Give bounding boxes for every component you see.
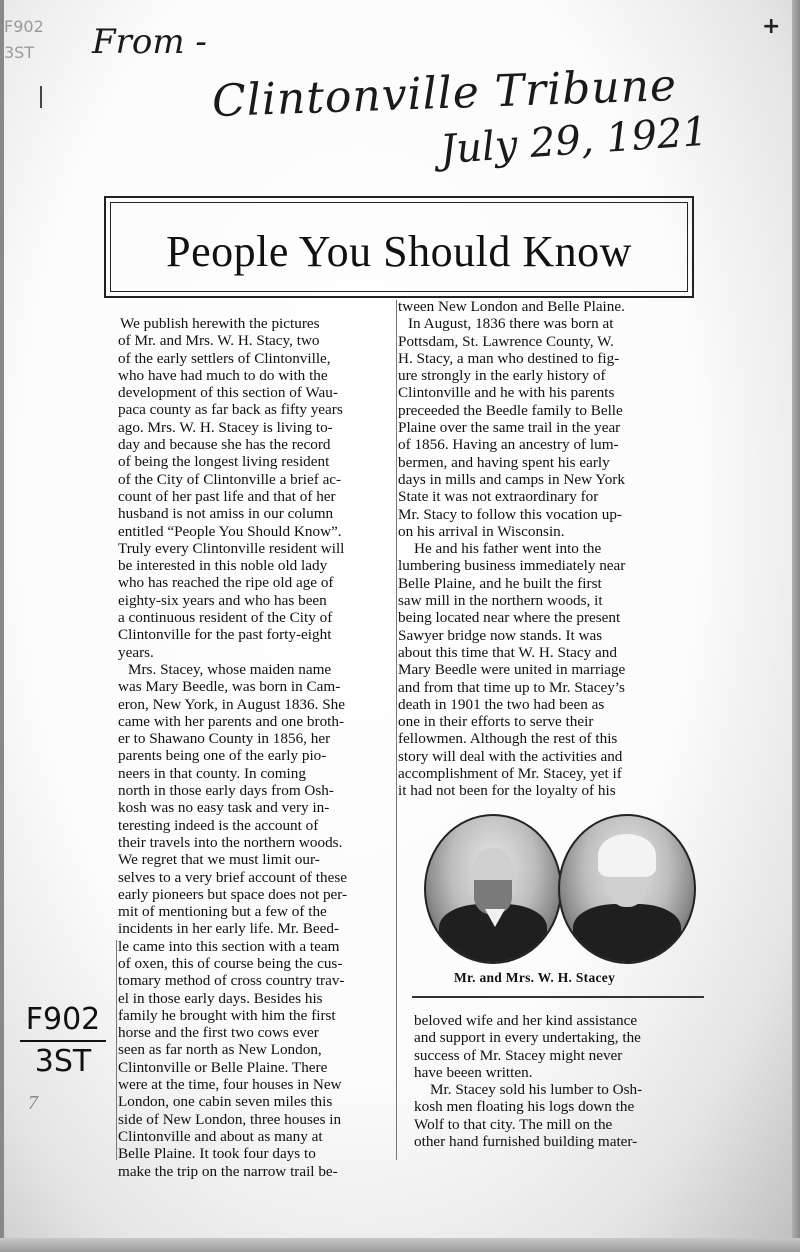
text-line: on his arrival in Wisconsin. (398, 522, 565, 540)
text-line: fellowmen. Although the rest of this (398, 730, 618, 748)
corner-plus-mark: + (762, 14, 781, 39)
text-line: Clintonville and he with his parents (398, 384, 615, 402)
faint-catalog-number (4, 14, 44, 66)
scan-edge-left (0, 0, 4, 1252)
text-line: kosh men floating his logs down the (414, 1098, 635, 1116)
portrait-photo-stacey (424, 814, 698, 966)
text-line: Wolf to that city. The mill on the (414, 1115, 613, 1133)
portrait-mr-stacey (424, 814, 562, 964)
headline-title: People You Should Know (166, 226, 632, 276)
text-line: years. (118, 643, 154, 661)
text-line: who have had much to do with the (118, 366, 328, 384)
text-line: story will deal with the activities and (398, 747, 623, 765)
text-line: H. Stacy, a man who destined to fig- (398, 349, 620, 367)
text-line: and support in every undertaking, the (414, 1029, 641, 1047)
text-line: eighty-six years and who has been (118, 591, 327, 609)
text-line: and from that time up to Mr. Stacey’s (398, 678, 625, 696)
text-line: husband is not amiss in our column (118, 505, 334, 523)
text-line: lumbering business immediately near (398, 557, 626, 575)
text-line: seen as far north as New London, (118, 1041, 322, 1059)
text-line: incidents in her early life. Mr. Beed- (118, 920, 339, 938)
text-line: one in their efforts to serve their (398, 713, 594, 731)
text-line: Truly every Clintonville resident will (118, 539, 345, 557)
ink-catalog-bottom: 3ST (34, 1044, 92, 1079)
text-line: Pottsdam, St. Lawrence County, W. (398, 332, 614, 350)
portrait-hair (598, 834, 657, 878)
text-line: day and because she has the record (118, 436, 331, 454)
text-line: of the City of Clintonville a brief ac- (118, 470, 342, 488)
text-line: London, one cabin seven miles this (118, 1093, 333, 1111)
text-line: of oxen, this of course being the cus- (118, 954, 343, 972)
left-margin-rule (116, 940, 117, 1160)
text-line: bermen, and having spent his early (398, 453, 610, 471)
text-line: beloved wife and her kind assistance (414, 1012, 638, 1029)
text-line: Mrs. Stacey, whose maiden name (128, 660, 332, 678)
text-line: ago. Mrs. W. H. Stacey is living to- (118, 418, 333, 436)
text-line: came with her parents and one broth- (118, 712, 345, 730)
portrait-collar (485, 909, 505, 927)
text-line: Sawyer bridge now stands. It was (398, 626, 603, 644)
handwritten-newspaper-name: Clintonville Tribune (211, 59, 678, 128)
text-line: ure strongly in the early history of (398, 367, 606, 385)
text-line: teresting indeed is the account of (118, 816, 319, 834)
text-line: Belle Plaine, and he built the first (398, 574, 602, 592)
text-line: of Mr. and Mrs. W. H. Stacy, two (118, 332, 320, 350)
text-line: Plaine over the same trail in the year (398, 419, 621, 437)
text-line: eron, New York, in August 1836. She (118, 695, 345, 713)
text-line: Clintonville and about as many at (118, 1127, 323, 1145)
text-line: We regret that we must limit our- (118, 851, 320, 869)
headline-inner-frame (110, 202, 688, 292)
text-line: death in 1901 the two had been as (398, 695, 605, 713)
scan-edge-bottom (0, 1238, 800, 1252)
text-line: early pioneers but space does not per- (118, 885, 348, 903)
column-divider (396, 300, 397, 1160)
text-line: In August, 1836 there was born at (408, 315, 614, 333)
text-line: preceeded the Beedle family to Belle (398, 401, 623, 419)
text-line: el in those early days. Besides his (118, 989, 323, 1007)
text-line: count of her past life and that of her (118, 487, 336, 505)
text-line: be interested in this noble old lady (118, 557, 328, 575)
faint-catalog-top: F902 (4, 17, 44, 36)
pencil-mark: 7 (28, 1092, 38, 1114)
text-line: who has reached the ripe old age of (118, 574, 334, 592)
photo-caption: Mr. and Mrs. W. H. Stacey (454, 970, 616, 985)
text-line: their travels into the northern woods. (118, 833, 343, 851)
pencil-tick-mark (40, 86, 42, 108)
text-line: have beeen written. (414, 1063, 533, 1081)
text-line: tomary method of cross country trav- (118, 972, 345, 990)
caption-divider (412, 996, 704, 998)
text-line: Mr. Stacey sold his lumber to Osh- (430, 1081, 643, 1099)
text-line: were at the time, four houses in New (118, 1076, 342, 1094)
text-line: about this time that W. H. Stacy and (398, 643, 617, 661)
text-line: mit of mentioning but a few of the (118, 903, 327, 921)
faint-catalog-bottom: 3ST (4, 43, 35, 62)
text-line: er to Shawano County in 1856, her (118, 730, 331, 748)
text-line: accomplishment of Mr. Stacey, yet if (398, 765, 622, 783)
text-line: paca county as far back as fifty years (118, 401, 343, 419)
text-line: State it was not extraordinary for (398, 488, 599, 506)
text-line: parents being one of the early pio- (118, 747, 327, 765)
text-line: Clintonville for the past forty-eight (118, 626, 332, 644)
text-line: was Mary Beedle, was born in Cam- (118, 678, 341, 696)
handwritten-from: From - (92, 22, 207, 62)
text-line: family he brought with him the first (118, 1006, 336, 1024)
text-line: of being the longest living resident (118, 453, 330, 471)
text-line: being located near where the present (398, 609, 621, 627)
text-line: a continuous resident of the City of (118, 609, 333, 627)
text-line: Mr. Stacy to follow this vocation up- (398, 505, 622, 523)
text-line: tween New London and Belle Plaine. (398, 298, 625, 315)
text-line: days in mills and camps in New York (398, 470, 625, 488)
text-line: kosh was no easy task and very in- (118, 799, 330, 817)
text-line: of the early settlers of Clintonville, (118, 349, 331, 367)
portrait-mrs-stacey (558, 814, 696, 964)
article-left-column (118, 315, 394, 1180)
text-line: north in those early days from Osh- (118, 782, 334, 800)
text-line: of 1856. Having an ancestry of lum- (398, 436, 619, 454)
text-line: other hand furnished building mater- (414, 1133, 638, 1151)
text-line: selves to a very brief account of these (118, 868, 347, 886)
text-line: Clintonville or Belle Plaine. There (118, 1058, 328, 1076)
text-line: it had not been for the loyalty of his (398, 782, 616, 800)
text-line: saw mill in the northern woods, it (398, 592, 603, 610)
article-right-column (398, 298, 688, 800)
ink-catalog-top: F902 (25, 1002, 101, 1037)
text-line: We publish herewith the pictures (120, 315, 320, 332)
handwritten-date: July 29, 1921 (438, 108, 710, 174)
text-line: horse and the first two cows ever (118, 1024, 319, 1042)
headline-box (104, 196, 694, 298)
text-line: development of this section of Wau- (118, 384, 338, 402)
text-line: Belle Plaine. It took four days to (118, 1145, 316, 1163)
text-line: He and his father went into the (414, 540, 602, 558)
text-line: Mary Beedle were united in marriage (398, 661, 626, 679)
text-line: entitled “People You Should Know”. (118, 522, 342, 540)
ink-catalog-number (20, 1000, 106, 1082)
text-line: neers in that county. In coming (118, 764, 306, 782)
text-line: success of Mr. Stacey might never (414, 1046, 623, 1064)
scan-edge-right (792, 0, 800, 1252)
text-line: make the trip on the narrow trail be- (118, 1162, 338, 1180)
portrait-dress (573, 904, 680, 962)
text-line: side of New London, three houses in (118, 1110, 342, 1128)
text-line: le came into this section with a team (118, 937, 340, 955)
article-right-column-continued (414, 1012, 706, 1150)
